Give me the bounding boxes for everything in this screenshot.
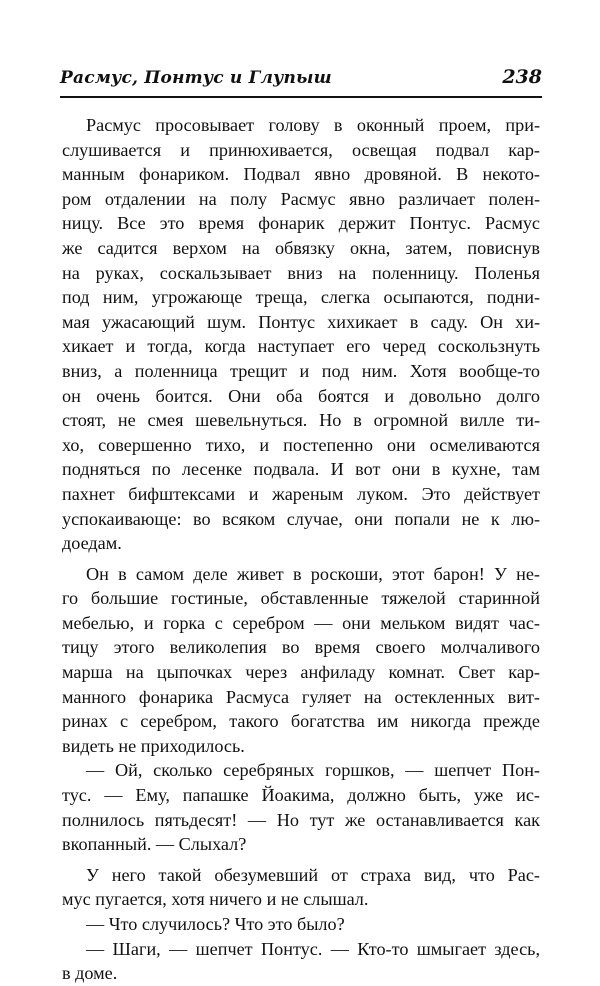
text-line: мая ужасающий шум. Понтус хихикает в саду. Он хи- <box>62 311 540 332</box>
text-line: в доме. <box>62 963 118 984</box>
text-line: — Ой, сколько серебряных горшков, — шепчет Пон- <box>86 760 540 781</box>
text-line: — Что случилось? Что это было? <box>86 914 345 934</box>
running-header <box>60 64 542 94</box>
text-line: подняться по лесенке подвала. И вот они в кухне, там <box>62 459 540 480</box>
text-line: ринах с серебром, такого богатства им никогда прежде <box>62 711 540 732</box>
text-line: тус. — Ему, папашке Йоакима, должно быть, уже ис- <box>62 785 540 806</box>
paragraph <box>62 562 540 759</box>
paragraph <box>62 912 540 937</box>
paragraph <box>62 758 540 856</box>
text-line: полнилось пятьдесят! — Но тут же останавливается как <box>62 809 540 830</box>
text-line: стоят, не смея шевельнуться. Но в огромной вилле ти- <box>62 410 540 431</box>
page-number: 238 <box>502 66 542 88</box>
text-line: мебелью, и горка с серебром — они мельком видят час- <box>62 612 540 633</box>
text-line: пахнет бифштексами и жареным луком. Это действует <box>62 483 540 504</box>
text-line: мус пугается, хотя ничего и не слышал. <box>62 889 369 910</box>
text-line: хикает и тогда, когда наступает его черед соскользнуть <box>62 336 540 357</box>
text-line: на руках, соскальзывает вниз на поленницу. Поленья <box>62 262 540 283</box>
text-line: хо, совершенно тихо, и постепенно они осмеливаются <box>62 434 540 455</box>
text-line: вниз, а поленница трещит и под ним. Хотя вообще-то <box>62 360 540 381</box>
text-line: вкопанный. — Слыхал? <box>62 834 247 855</box>
paragraph <box>62 113 540 556</box>
text-line: же садится верхом на обвязку окна, затем, повиснув <box>62 237 540 258</box>
text-line: го большие гостиные, обставленные тяжелой старинной <box>62 588 540 609</box>
text-line: Он в самом деле живет в роскоши, этот барон! У не- <box>86 563 540 584</box>
text-line: манного фонарика Расмуса гуляет на остекленных вит- <box>62 686 540 707</box>
text-line: ницу. Все это время фонарик держит Понтус. Расмус <box>62 213 540 234</box>
paragraph <box>62 937 540 986</box>
text-line: ром отдалении на полу Расмус явно различает полен- <box>62 188 540 209</box>
book-title: Расмус, Понтус и Глупыш <box>60 68 332 88</box>
header-rule <box>60 96 542 98</box>
text-line: под ним, угрожающе треща, слегка осыпаются, подни- <box>62 287 540 308</box>
text-line: У него такой обезумевший от страха вид, что Рас- <box>86 864 540 885</box>
text-line: видеть не приходилось. <box>62 735 245 756</box>
text-line: манным фонариком. Подвал явно дровяной. В некото- <box>62 164 540 185</box>
paragraph <box>62 863 540 912</box>
text-line: слушивается и принюхивается, освещая подвал кар- <box>62 139 540 160</box>
text-line: Расмус просовывает голову в оконный проем, при- <box>86 115 540 135</box>
text-line: он очень боится. Они оба боятся и довольно долго <box>62 385 540 406</box>
text-line: марша на цыпочках через анфиладу комнат. Свет кар- <box>62 662 540 683</box>
text-line: тицу этого великолепия во время своего молчаливого <box>62 637 540 658</box>
text-line: доедам. <box>62 533 122 554</box>
body-text <box>62 113 540 986</box>
text-line: успокаивающе: во всяком случае, они попали не к лю- <box>62 508 540 529</box>
text-line: — Шаги, — шепчет Понтус. — Кто-то шмыгает здесь, <box>86 938 540 959</box>
